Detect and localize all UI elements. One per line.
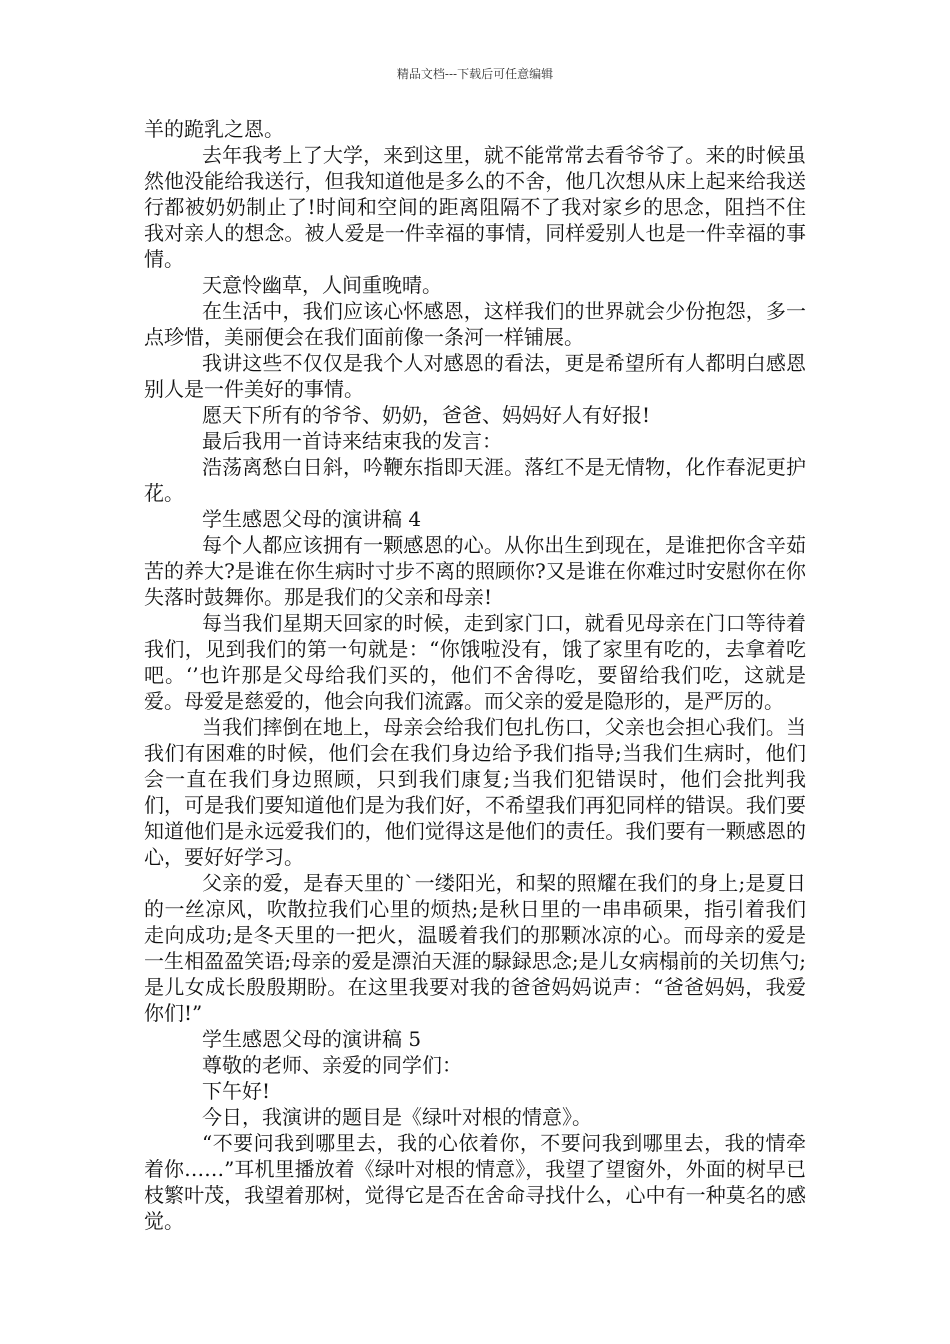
paragraph: 我讲这些不仅仅是我个人对感恩的看法，更是希望所有人都明白感恩别人是一件美好的事情。 (144, 351, 806, 401)
paragraph: 在生活中，我们应该心怀感恩，这样我们的世界就会少份抱怨，多一点珍惜，美丽便会在我们面前像一条河一样铺展。 (144, 299, 806, 349)
paragraph: 天意怜幽草，人间重晚晴。 (202, 273, 442, 297)
poem-line: 浩荡离愁白日斜，吟鞭东指即天涯。落红不是无情物，化作春泥更护花。 (144, 455, 806, 505)
document-body (144, 116, 806, 1234)
paragraph: 每个人都应该拥有一颗感恩的心。从你出生到现在，是谁把你含辛茹苦的养大?是谁在你生病时寸步不离的照顾你?又是谁在你难过时安慰你在你失落时鼓舞你。那是我们的父亲和母亲! (144, 533, 806, 609)
salutation: 尊敬的老师、亲爱的同学们： (202, 1053, 462, 1077)
paragraph: 最后我用一首诗来结束我的发言： (202, 429, 502, 453)
section-title: 学生感恩父母的演讲稿 5 (202, 1027, 422, 1051)
greeting: 下午好! (202, 1079, 271, 1103)
paragraph: 每当我们星期天回家的时候，走到家门口，就看见母亲在门口等待着我们，见到我们的第一句就是：“你饿啦没有，饿了家里有吃的，去拿着吃吧。‘’也许那是父母给我们买的，他们不舍得吃，要留给我们吃，这就是爱。母爱是慈爱的，他会向我们流露。而父亲的爱是隐形的，是严厉的。 (144, 611, 806, 713)
paragraph: 愿天下所有的爷爷、奶奶，爸爸、妈妈好人有好报! (202, 403, 651, 427)
paragraph: 当我们摔倒在地上，母亲会给我们包扎伤口，父亲也会担心我们。当我们有困难的时候，他们会在我们身边给予我们指导;当我们生病时，他们会一直在我们身边照顾，只到我们康复;当我们犯错误时，他们会批判我们，可是我们要知道他们是为我们好，不希望我们再犯同样的错误。我们要知道他们是永远爱我们的，他们觉得这是他们的责任。我们要有一颗感恩的心，要好好学习。 (144, 715, 806, 869)
section-title: 学生感恩父母的演讲稿 4 (202, 507, 422, 531)
paragraph-continuation: 羊的跪乳之恩。 (144, 117, 284, 141)
paragraph: 去年我考上了大学，来到这里，就不能常常去看爷爷了。来的时候虽然他没能给我送行，但我知道他是多么的不舍，他几次想从床上起来给我送行都被奶奶制止了!时间和空间的距离阻隔不了我对家乡的思念，阻挡不住我对亲人的想念。被人爱是一件幸福的事情，同样爱别人也是一件幸福的事情。 (144, 143, 806, 271)
paragraph: “不要问我到哪里去，我的心依着你，不要问我到哪里去，我的情牵着你……”耳机里播放着《绿叶对根的情意》，我望了望窗外，外面的树早已枝繁叶茂，我望着那树，觉得它是否在舍命寻找什么，心中有一种莫名的感觉。 (144, 1131, 806, 1233)
paragraph: 今日，我演讲的题目是《绿叶对根的情意》。 (202, 1105, 592, 1129)
paragraph: 父亲的爱，是春天里的`一缕阳光，和栔的照耀在我们的身上;是夏日的一丝凉风，吹散拉我们心里的烦热;是秋日里的一串串硕果，指引着我们走向成功;是冬天里的一把火，温暖着我们的那颗冰凉的心。而母亲的爱是一生相盈盈笑语;母亲的爱是漂泊天涯的騄録思念;是儿女病榻前的关切焦勺;是儿女成长殷殷期盼。在这里我要对我的爸爸妈妈说声：“爸爸妈妈，我爱你们!” (144, 871, 806, 1025)
page-header: 精品文档---下载后可任意编辑 (396, 67, 554, 81)
